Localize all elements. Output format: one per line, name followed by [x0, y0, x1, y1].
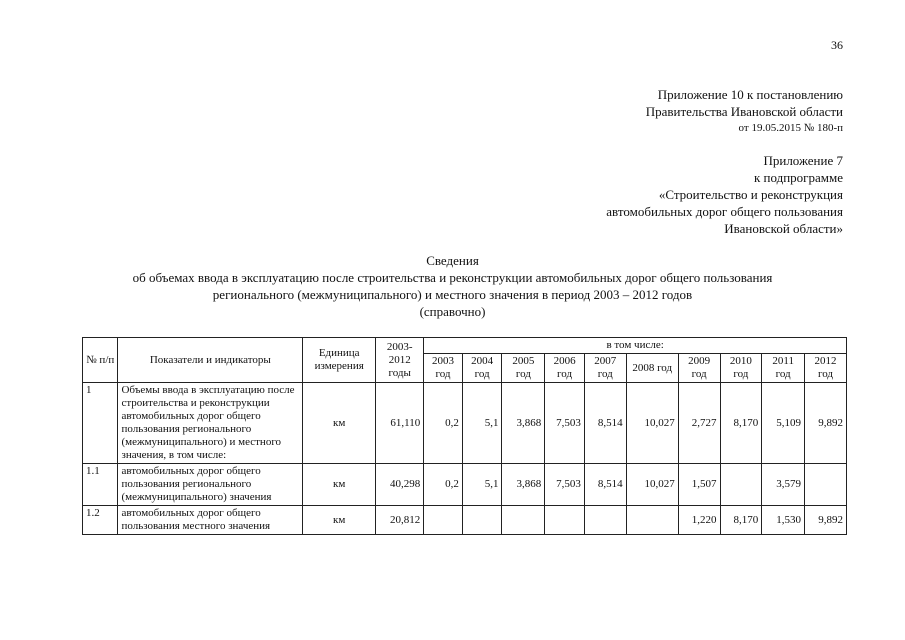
row-indicator: Объемы ввода в эксплуатацию после строительства и реконструкции автомобильных дорог общего пользования регионального (межмуниципального) и местного значения, в том числе:	[118, 383, 303, 464]
row-total: 20,812	[376, 506, 424, 535]
header-year: 2010 год	[720, 354, 762, 383]
row-value	[805, 464, 847, 506]
row-value: 8,514	[584, 383, 626, 464]
appendix-10-header	[646, 86, 843, 137]
appendix-7-line-1: Приложение 7	[763, 153, 843, 168]
row-total: 40,298	[376, 464, 424, 506]
header-including: в том числе:	[424, 338, 847, 354]
row-indicator: автомобильных дорог общего пользования местного значения	[118, 506, 303, 535]
header-total: 2003-2012 годы	[376, 338, 424, 383]
row-unit: км	[303, 464, 376, 506]
appendix-7-header	[606, 152, 843, 237]
row-value	[424, 506, 463, 535]
row-value	[720, 464, 762, 506]
header-year: 2009 год	[678, 354, 720, 383]
row-total: 61,110	[376, 383, 424, 464]
row-num: 1.2	[83, 506, 118, 535]
appendix-7-line-4: автомобильных дорог общего пользования	[606, 204, 843, 219]
header-year: 2005 год	[502, 354, 545, 383]
header-row-1	[83, 338, 847, 354]
row-value: 8,170	[720, 383, 762, 464]
row-value: 1,530	[762, 506, 805, 535]
table-row	[83, 464, 847, 506]
header-year: 2008 год	[626, 354, 678, 383]
row-value: 10,027	[626, 464, 678, 506]
header-year: 2003 год	[424, 354, 463, 383]
header-year: 2004 год	[462, 354, 502, 383]
header-year: 2006 год	[545, 354, 585, 383]
row-value: 0,2	[424, 464, 463, 506]
row-value: 9,892	[805, 383, 847, 464]
data-table	[82, 337, 847, 535]
row-value: 5,1	[462, 383, 502, 464]
row-value: 1,220	[678, 506, 720, 535]
row-value	[545, 506, 585, 535]
row-value	[462, 506, 502, 535]
row-value: 5,1	[462, 464, 502, 506]
row-unit: км	[303, 506, 376, 535]
row-value: 1,507	[678, 464, 720, 506]
table-row	[83, 383, 847, 464]
row-num: 1	[83, 383, 118, 464]
row-value	[584, 506, 626, 535]
row-num: 1.1	[83, 464, 118, 506]
row-value: 10,027	[626, 383, 678, 464]
document-title	[60, 252, 845, 320]
row-value: 0,2	[424, 383, 463, 464]
header-num: № п/п	[83, 338, 118, 383]
row-value: 2,727	[678, 383, 720, 464]
row-indicator: автомобильных дорог общего пользования регионального (межмуниципального) значения	[118, 464, 303, 506]
header-year: 2007 год	[584, 354, 626, 383]
header-unit: Единица измерения	[303, 338, 376, 383]
row-value: 9,892	[805, 506, 847, 535]
appendix-10-line-1: Приложение 10 к постановлению	[657, 87, 843, 102]
title-line-3: регионального (межмуниципального) и местного значения в период 2003 – 2012 годов	[212, 287, 693, 302]
row-value: 8,514	[584, 464, 626, 506]
title-line-1: Сведения	[426, 253, 479, 268]
title-line-2: об объемах ввода в эксплуатацию после строительства и реконструкции автомобильных дорог общего пользования	[132, 270, 773, 285]
row-value: 5,109	[762, 383, 805, 464]
row-value	[626, 506, 678, 535]
row-value	[502, 506, 545, 535]
title-line-4: (справочно)	[419, 304, 486, 319]
appendix-7-line-3: «Строительство и реконструкция	[658, 187, 843, 202]
appendix-7-line-5: Ивановской области»	[724, 221, 843, 236]
row-value: 3,868	[502, 464, 545, 506]
row-value: 7,503	[545, 464, 585, 506]
appendix-7-line-2: к подпрограмме	[753, 170, 843, 185]
header-indicator: Показатели и индикаторы	[118, 338, 303, 383]
appendix-10-line-2: Правительства Ивановской области	[645, 104, 843, 119]
table-row	[83, 506, 847, 535]
header-year: 2011 год	[762, 354, 805, 383]
row-value: 8,170	[720, 506, 762, 535]
page-number: 36	[831, 38, 843, 52]
row-unit: км	[303, 383, 376, 464]
appendix-10-line-3: от 19.05.2015 № 180-п	[738, 122, 843, 134]
row-value: 3,868	[502, 383, 545, 464]
header-year: 2012 год	[805, 354, 847, 383]
row-value: 3,579	[762, 464, 805, 506]
row-value: 7,503	[545, 383, 585, 464]
